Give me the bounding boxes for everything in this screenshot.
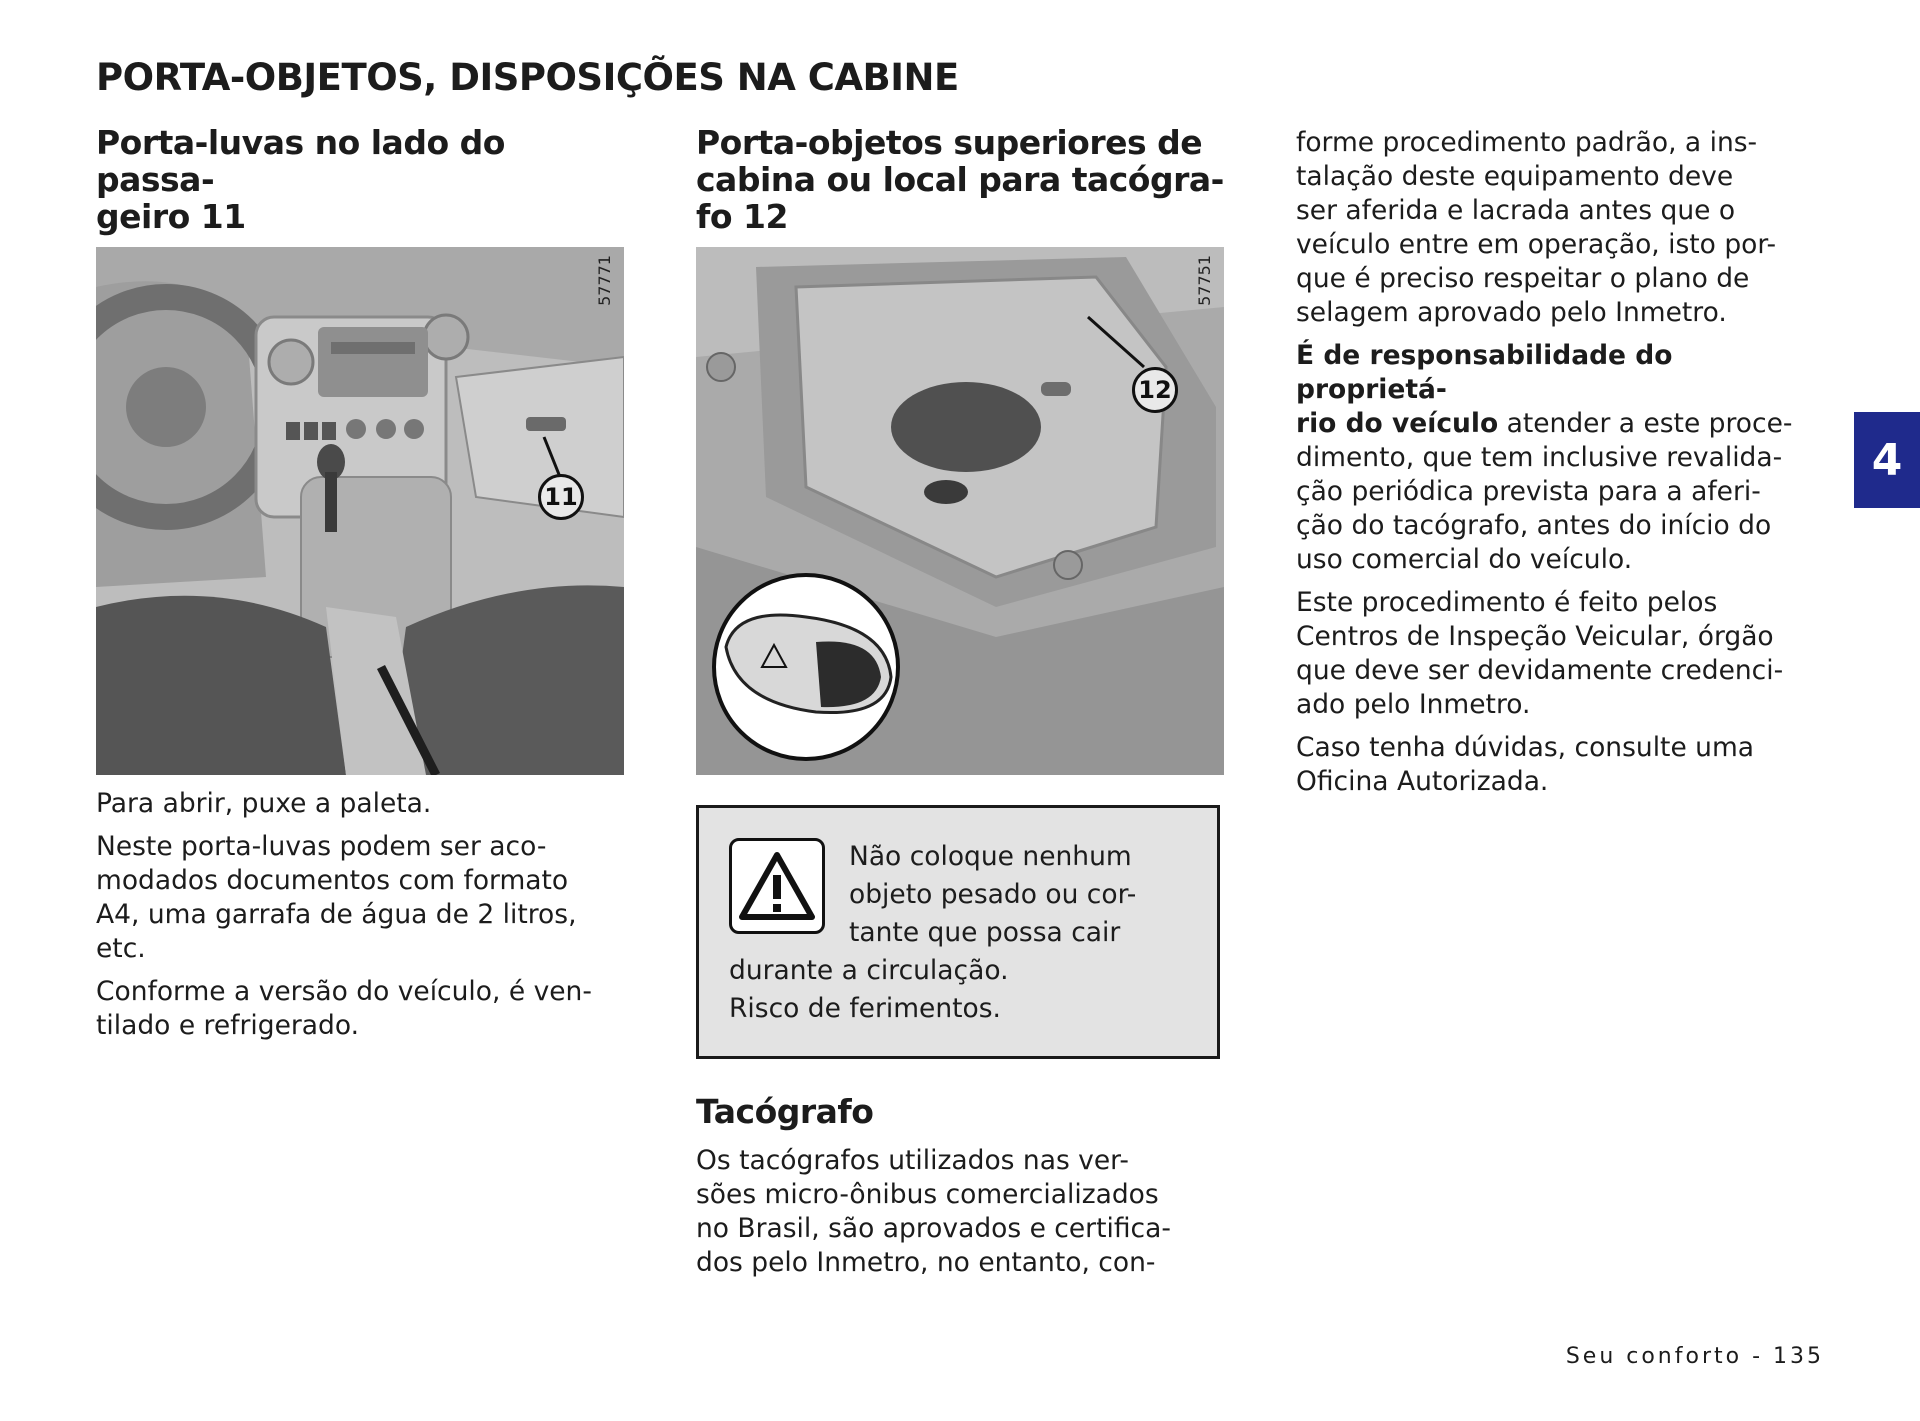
warning-risk: Risco de ferimentos. [729,993,1001,1024]
tacografo-heading: Tacógrafo [696,1092,874,1131]
responsibility-bold: É de responsabilidade do proprietá- rio do veículo [1296,340,1673,439]
warning-triangle-icon [729,838,825,934]
glovebox-heading: Porta-luvas no lado do passa- geiro 11 [96,123,505,236]
paragraph-ventilation: Conforme a versão do veículo, é ven- tilado e refrigerado. [96,976,592,1041]
responsibility-rest: atender a este proce- dimento, que tem inclusive revalida- ção periódica prevista para a aferi- ção do tacógrafo, antes do início do uso comercial do veículo. [1296,408,1793,575]
page-title: PORTA-OBJETOS, DISPOSIÇÕES NA CABINE [96,56,959,99]
callout-11: 11 [538,474,584,520]
paragraph-open: Para abrir, puxe a paleta. [96,788,432,819]
warning-box [696,805,1220,1059]
callout-12: 12 [1132,367,1178,413]
column-tacografo-continued [1296,126,1826,808]
figure-number: 57771 [595,255,614,306]
upper-storage-heading: Porta-objetos superiores de cabina ou local para tacógra- fo 12 [696,123,1224,236]
paragraph-responsibility [1296,339,1826,577]
figure-number: 57751 [1195,255,1214,306]
column-glovebox [96,124,626,1052]
warning-text: Não coloque nenhum objeto pesado ou cor- tante que possa cair durante a circulação. [729,841,1137,986]
paragraph-capacity: Neste porta-luvas podem ser aco- modados documentos com formato A4, uma garrafa de água de 2 litros, etc. [96,831,577,964]
paragraph-installation: forme procedimento padrão, a ins- talação deste equipamento deve ser aferida e lacrada antes que o veículo entre em operação, isto por- que é preciso respeitar o plano de selagem aprovado pelo Inmetro. [1296,127,1777,328]
glovebox-figure [96,247,624,775]
paragraph-inspection: Este procedimento é feito pelos Centros de Inspeção Veicular, órgão que deve ser devidamente credenci- ado pelo Inmetro. [1296,587,1784,720]
upper-storage-figure [696,247,1224,775]
page-footer: Seu conforto - 135 [1565,1344,1824,1369]
chapter-tab: 4 [1854,412,1920,508]
overhead-console-illustration [696,247,1224,775]
column-upper-storage [696,124,1226,1289]
paragraph-doubts: Caso tenha dúvidas, consulte uma Oficina Autorizada. [1296,732,1755,797]
tacografo-paragraph: Os tacógrafos utilizados nas ver- sões micro-ônibus comercializados no Brasil, são aprovados e certifica- dos pelo Inmetro, no entanto, con- [696,1145,1171,1278]
